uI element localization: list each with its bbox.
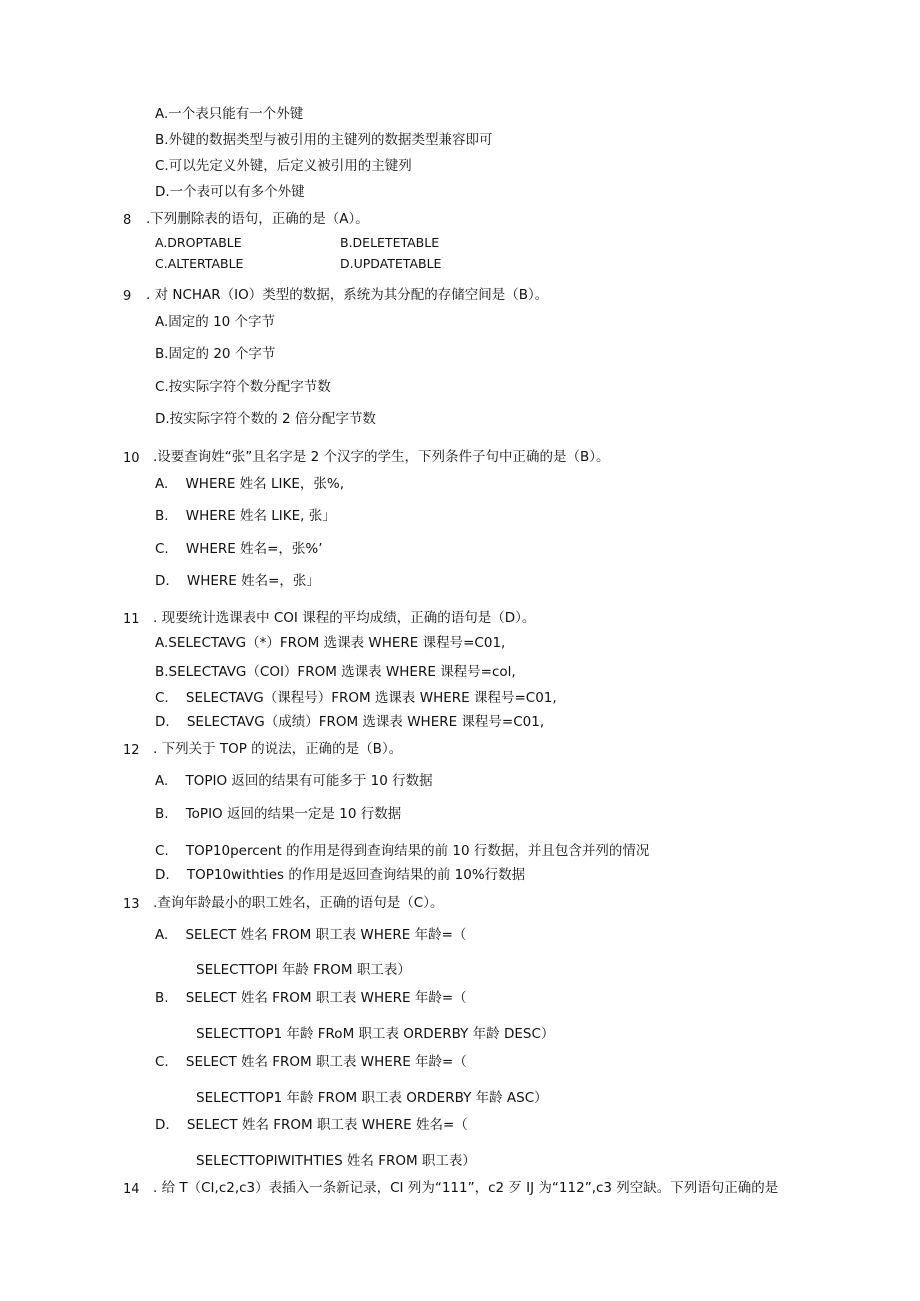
q8-option-b: B.DELETETABLE xyxy=(340,235,440,250)
q9-stem: . 对 NCHAR（IO）类型的数据，系统为其分配的存储空间是（B）。 xyxy=(146,287,549,303)
q9-option-c: C.按实际字符个数分配字节数 xyxy=(155,379,331,395)
q11-number: 11 xyxy=(123,612,140,627)
q14-stem: . 给 T（CI,c2,c3）表插入一条新记录，CI 列为“111”，c2 歹 IJ 为“112”,c3 列空缺。下列语句正确的是 xyxy=(153,1180,779,1196)
q9-option-d: D.按实际字符个数的 2 倍分配字节数 xyxy=(155,411,376,427)
q13-option-c: C. SELECT 姓名 FROM 职工表 WHERE 年龄=（ xyxy=(155,1054,467,1070)
q12-option-d: D. TOP10withties 的作用是返回查询结果的前 10%行数据 xyxy=(155,867,526,883)
q7-option-d: D.一个表可以有多个外键 xyxy=(155,184,305,200)
q11-stem: . 现要统计选课表中 COI 课程的平均成绩，正确的语句是（D）。 xyxy=(153,610,536,626)
q13-option-b: B. SELECT 姓名 FROM 职工表 WHERE 年龄=（ xyxy=(155,990,467,1006)
q12-option-a: A. TOPIO 返回的结果有可能多于 10 行数据 xyxy=(155,773,433,789)
q11-option-c: C. SELECTAVG（课程号）FROM 选课表 WHERE 课程号=C01, xyxy=(155,690,557,706)
q10-number: 10 xyxy=(123,451,140,466)
q13-stem: .查询年龄最小的职工姓名，正确的语句是（C）。 xyxy=(153,895,444,911)
q9-number: 9 xyxy=(123,289,132,304)
q10-option-c: C. WHERE 姓名=，张%’ xyxy=(155,541,323,557)
q8-option-c: C.ALTERTABLE xyxy=(155,256,244,271)
q8-option-a: A.DROPTABLE xyxy=(155,235,242,250)
q14-number: 14 xyxy=(123,1182,140,1197)
q12-stem: . 下列关于 TOP 的说法，正确的是（B）。 xyxy=(153,741,403,757)
q11-option-d: D. SELECTAVG（成绩）FROM 选课表 WHERE 课程号=C01, xyxy=(155,714,545,730)
q11-option-a: A.SELECTAVG（*）FROM 选课表 WHERE 课程号=C01, xyxy=(155,635,506,651)
q13-option-a-subquery: SELECTTOPI 年龄 FROM 职工表） xyxy=(196,962,411,978)
q10-option-d: D. WHERE 姓名=，张」 xyxy=(155,573,320,589)
q10-option-a: A. WHERE 姓名 LIKE，张%, xyxy=(155,476,344,492)
q13-option-d: D. SELECT 姓名 FROM 职工表 WHERE 姓名=（ xyxy=(155,1117,468,1133)
q13-option-d-subquery: SELECTTOPIWITHTIES 姓名 FROM 职工表） xyxy=(196,1153,476,1169)
q8-number: 8 xyxy=(123,213,132,228)
q8-option-d: D.UPDATETABLE xyxy=(340,256,442,271)
q12-number: 12 xyxy=(123,743,140,758)
q8-stem: .下列删除表的语句，正确的是（A）。 xyxy=(146,211,369,227)
q7-option-b: B.外键的数据类型与被引用的主键列的数据类型兼容即可 xyxy=(155,132,493,148)
q13-option-a: A. SELECT 姓名 FROM 职工表 WHERE 年龄=（ xyxy=(155,927,467,943)
q12-option-b: B. ToPIO 返回的结果一定是 10 行数据 xyxy=(155,806,402,822)
q13-number: 13 xyxy=(123,897,140,912)
q7-option-c: C.可以先定义外键，后定义被引用的主键列 xyxy=(155,158,412,174)
q10-option-b: B. WHERE 姓名 LIKE, 张」 xyxy=(155,508,336,524)
q13-option-c-subquery: SELECTTOP1 年龄 FROM 职工表 ORDERBY 年龄 ASC） xyxy=(196,1090,548,1106)
q11-option-b: B.SELECTAVG（COI）FROM 选课表 WHERE 课程号=col, xyxy=(155,664,516,680)
q9-option-a: A.固定的 10 个字节 xyxy=(155,314,276,330)
q12-option-c: C. TOP10percent 的作用是得到查询结果的前 10 行数据，并且包含并列的情况 xyxy=(155,843,650,859)
q7-option-a: A.一个表只能有一个外键 xyxy=(155,106,304,122)
q10-stem: .设要查询姓“张”且名字是 2 个汉字的学生，下列条件子句中正确的是（B）。 xyxy=(153,449,610,465)
q9-option-b: B.固定的 20 个字节 xyxy=(155,346,276,362)
q13-option-b-subquery: SELECTTOP1 年龄 FRoM 职工表 ORDERBY 年龄 DESC） xyxy=(196,1026,555,1042)
